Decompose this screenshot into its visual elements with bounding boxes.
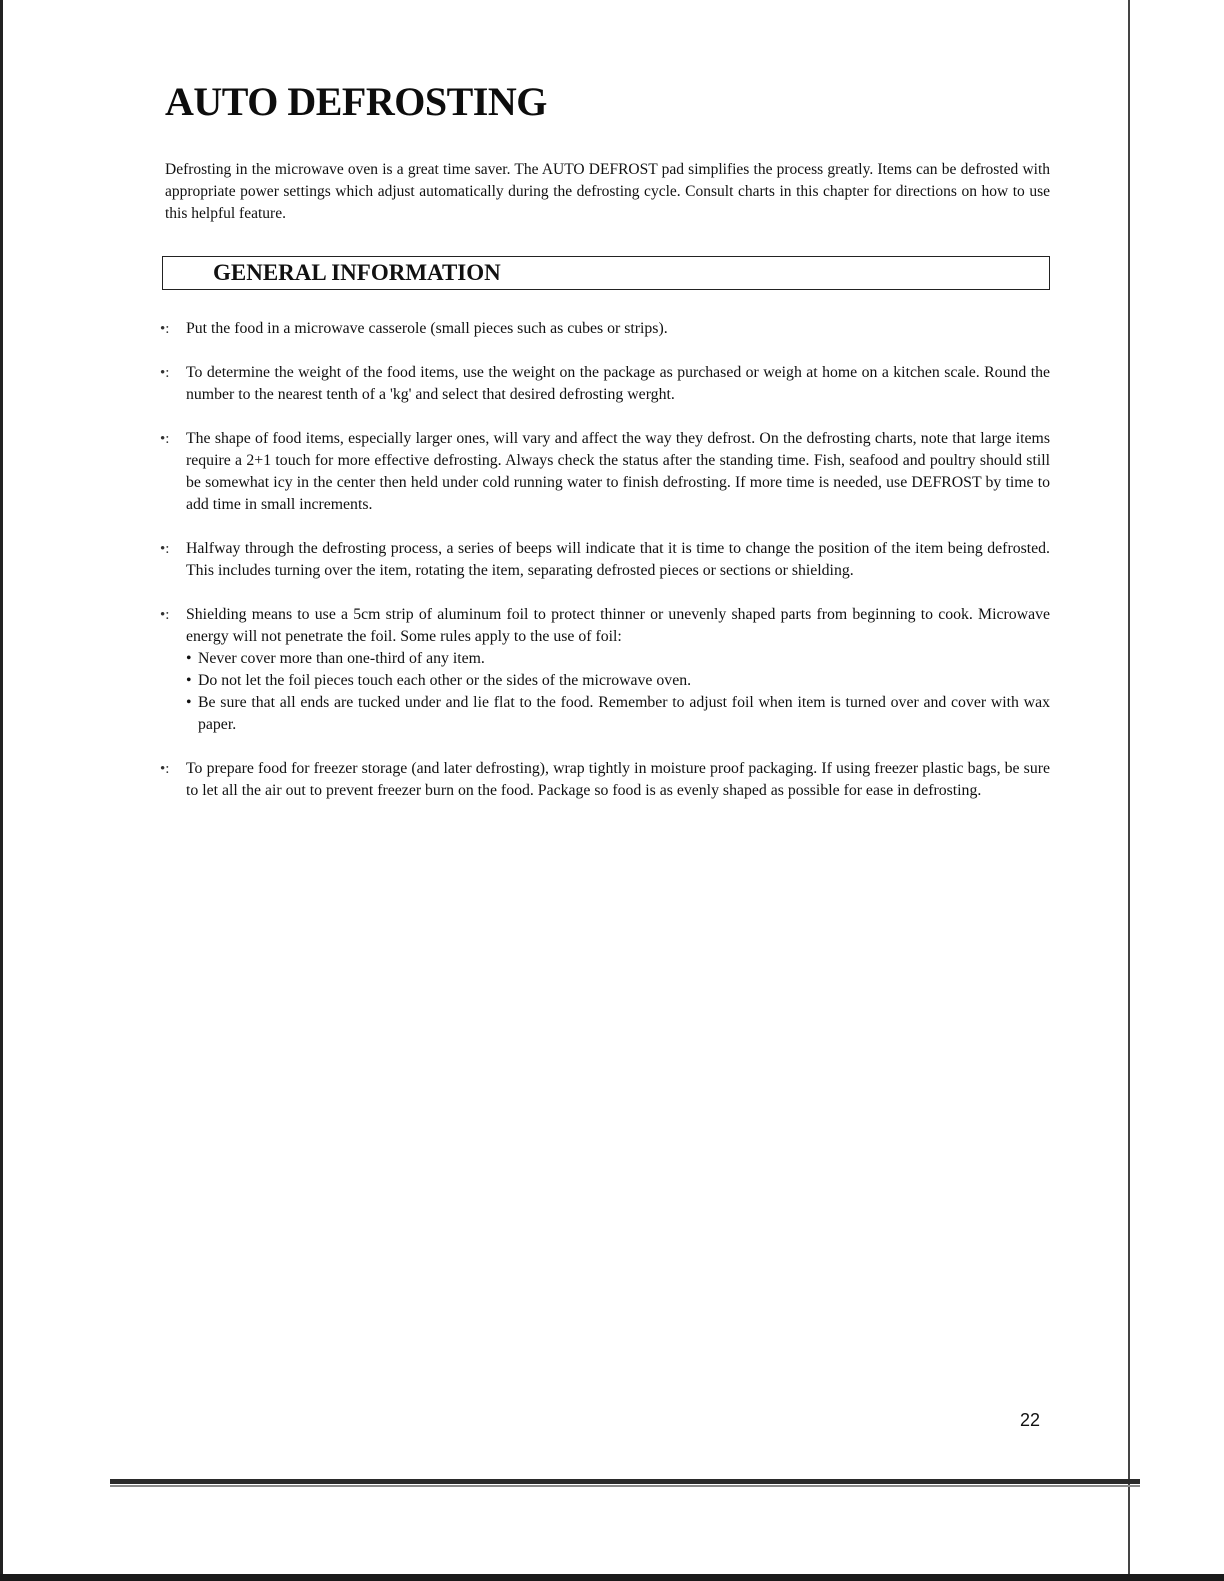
item-marker-icon: •: — [160, 365, 170, 381]
general-info-list — [160, 318, 1050, 824]
section-heading: GENERAL INFORMATION — [213, 260, 501, 285]
list-item — [160, 758, 1050, 802]
foil-rule: • Do not let the foil pieces touch each other or the sides of the microwave oven. — [186, 670, 1050, 692]
foil-rules-list — [186, 648, 1050, 736]
scan-edge-right — [1128, 0, 1130, 1581]
list-item-shielding — [160, 604, 1050, 736]
page-number: 22 — [1020, 1410, 1041, 1430]
item-marker-icon: •: — [160, 321, 170, 337]
list-item — [160, 362, 1050, 406]
foil-rule: • Be sure that all ends are tucked under and lie flat to the food. Remember to adjust foil when item is turned over and cover with wax paper. — [186, 692, 1050, 736]
list-item-text: Put the food in a microwave casserole (small pieces such as cubes or strips). — [186, 320, 668, 337]
scan-edge-left — [0, 0, 3, 1581]
list-item — [160, 538, 1050, 582]
item-marker-icon: •: — [160, 541, 170, 557]
section-header-box — [162, 256, 1050, 290]
footer-rule — [110, 1479, 1140, 1484]
list-item-text: Shielding means to use a 5cm strip of aluminum foil to protect thinner or unevenly shaped parts from beginning to cook. Microwave energy will not penetrate the foil. Some rules apply to the use of foil: — [186, 606, 1050, 645]
item-marker-icon: •: — [160, 431, 170, 447]
list-item-text: Halfway through the defrosting process, a series of beeps will indicate that it is time to change the position of the item being defrosted. This includes turning over the item, rotating the item, separating defrosted pieces or sections or shielding. — [186, 540, 1050, 579]
intro-paragraph: Defrosting in the microwave oven is a great time saver. The AUTO DEFROST pad simplifies the process greatly. Items can be defrosted with appropriate power settings which adjust automatically during the defrosting cycle. Consult charts in this chapter for directions on how to use this helpful feature. — [165, 161, 1050, 222]
item-marker-icon: •: — [160, 761, 170, 777]
item-marker-icon: •: — [160, 607, 170, 623]
list-item — [160, 428, 1050, 516]
page-title: AUTO DEFROSTING — [165, 79, 547, 124]
scan-edge-bottom — [0, 1574, 1224, 1581]
list-item-text: To prepare food for freezer storage (and later defrosting), wrap tightly in moisture proof packaging. If using freezer plastic bags, be sure to let all the air out to prevent freezer burn on the food. Package so food is as evenly shaped as possible for ease in defrosting. — [186, 760, 1050, 799]
foil-rule: • Never cover more than one-third of any item. — [186, 648, 1050, 670]
footer-rule-shadow — [110, 1485, 1140, 1487]
list-item — [160, 318, 1050, 340]
list-item-text: The shape of food items, especially larger ones, will vary and affect the way they defrost. On the defrosting charts, note that large items require a 2+1 touch for more effective defrosting. Always check the status after the standing time. Fish, seafood and poultry should still be somewhat icy in the center then held under cold running water to finish defrosting. If more time is needed, use DEFROST by time to add time in small increments. — [186, 430, 1050, 513]
list-item-text: To determine the weight of the food items, use the weight on the package as purchased or weigh at home on a kitchen scale. Round the number to the nearest tenth of a 'kg' and select that desired defrosting werght. — [186, 364, 1050, 403]
